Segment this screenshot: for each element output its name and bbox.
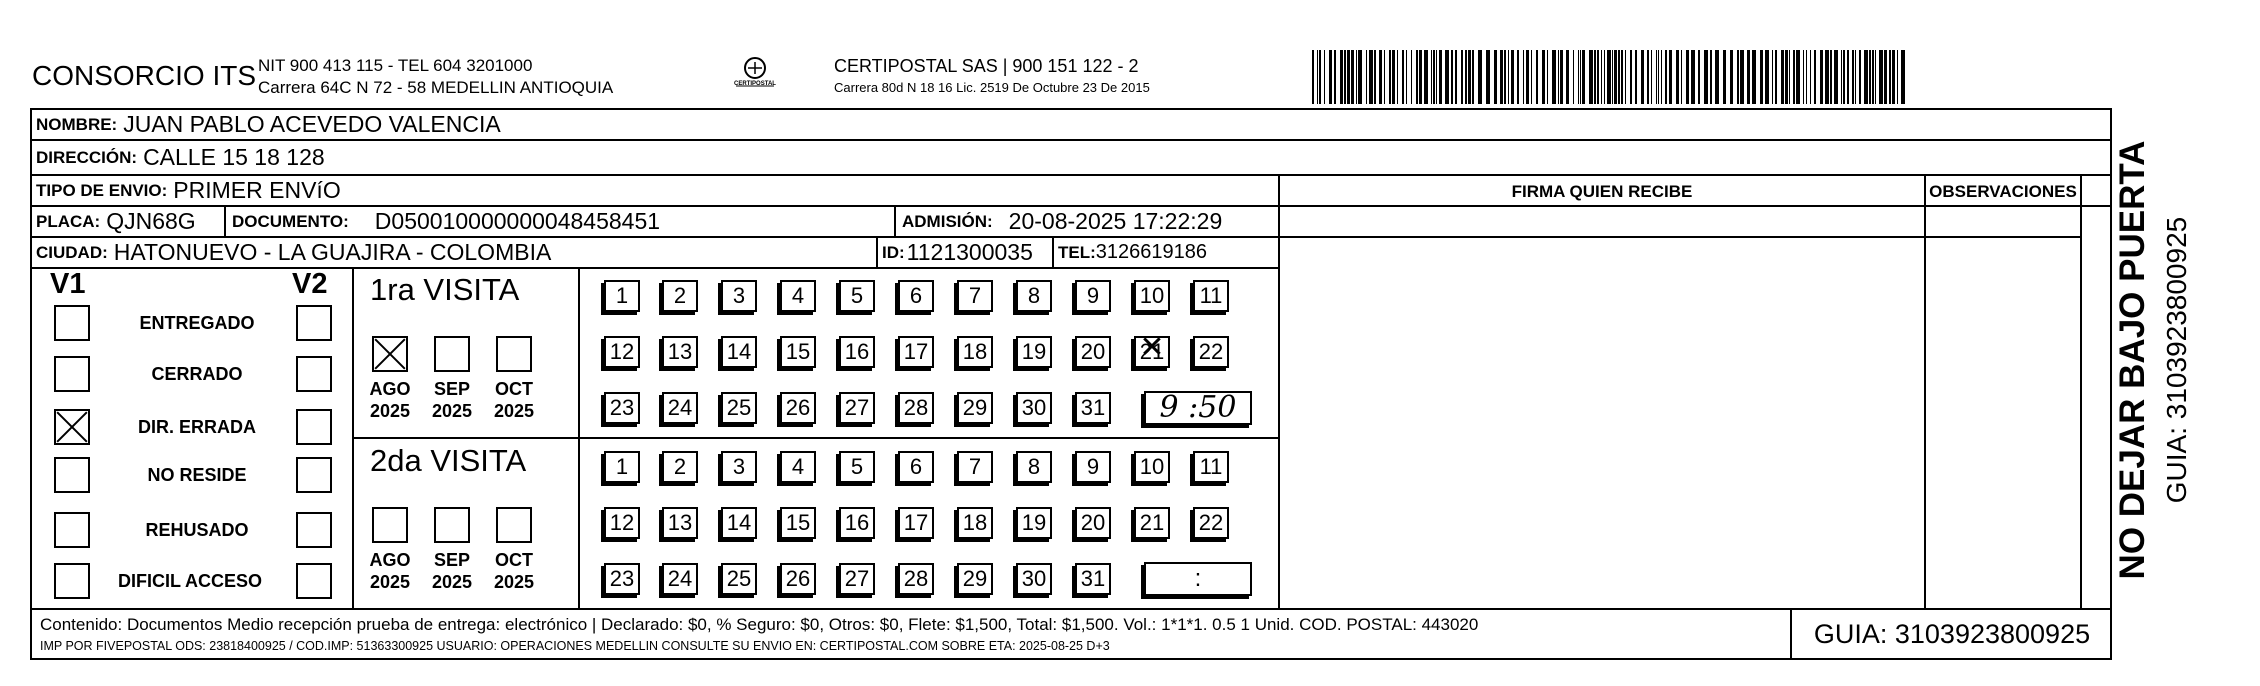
- day-box[interactable]: 6: [898, 280, 934, 312]
- v2-checkbox[interactable]: [296, 457, 332, 493]
- admision-row: [902, 207, 1222, 236]
- day-box[interactable]: 23: [604, 392, 640, 424]
- barcode-bar: [1847, 50, 1849, 104]
- month-label: [365, 549, 415, 593]
- barcode-bar: [1445, 50, 1449, 104]
- status-option-label: ENTREGADO: [139, 313, 255, 333]
- barcode-bar: [1531, 50, 1532, 104]
- barcode-bar: [1397, 50, 1398, 104]
- barcode-bar: [1892, 50, 1895, 104]
- barcode-bar: [1820, 50, 1823, 104]
- month-name: SEP: [433, 379, 471, 399]
- carrier-name: CERTIPOSTAL SAS | 900 151 122 - 2: [834, 56, 1139, 76]
- barcode-bar: [1468, 50, 1471, 104]
- barcode-bar: [1601, 50, 1602, 104]
- barcode-bar: [1879, 50, 1883, 104]
- barcode-bar: [1439, 50, 1442, 104]
- barcode-bar: [1810, 50, 1811, 104]
- day-box[interactable]: 20: [1075, 507, 1111, 539]
- day-box[interactable]: 19: [1016, 336, 1052, 368]
- day-box[interactable]: 7: [957, 280, 993, 312]
- documento-label: DOCUMENTO:: [232, 211, 349, 231]
- day-box[interactable]: 17: [898, 507, 934, 539]
- barcode-bar: [1411, 50, 1412, 104]
- observations-area[interactable]: [1926, 238, 2078, 606]
- barcode-bar: [1504, 50, 1506, 104]
- company-name: CONSORCIO ITS: [32, 60, 257, 91]
- month-name: AGO: [369, 379, 411, 399]
- direccion-row: [36, 141, 325, 174]
- day-box[interactable]: 28: [898, 563, 934, 595]
- barcode-bar: [1431, 50, 1432, 104]
- barcode-bar: [1760, 50, 1763, 104]
- day-box[interactable]: 6: [898, 451, 934, 483]
- status-option-label: DIR. ERRADA: [137, 417, 256, 437]
- footer-imp: IMP POR FIVEPOSTAL ODS: 23818400925 / COD.IMP: 51363300925 USUARIO: OPERACIONES MEDELLIN CONSULTE SU ENVIO EN: CERTIPOSTAL.COM SOBRE ETA: 2025-08-25 D+3: [40, 639, 1110, 653]
- barcode-bar: [1351, 50, 1354, 104]
- day-box[interactable]: 16: [839, 507, 875, 539]
- v2-label: V2: [292, 268, 328, 300]
- nombre-value: JUAN PABLO ACEVEDO VALENCIA: [123, 111, 501, 137]
- day-box[interactable]: 5: [839, 280, 875, 312]
- barcode-bar: [1676, 50, 1679, 104]
- day-box[interactable]: 21: [1134, 507, 1170, 539]
- barcode-bar: [1841, 50, 1842, 104]
- barcode-bar: [1455, 50, 1457, 104]
- barcode-bar: [1358, 50, 1362, 104]
- day-box[interactable]: 16: [839, 336, 875, 368]
- placa-value: QJN68G: [106, 208, 196, 234]
- status-option-label: REHUSADO: [145, 520, 249, 540]
- barcode-bar: [1806, 50, 1807, 104]
- barcode-bar: [1419, 50, 1422, 104]
- visit-title: 1ra VISITA: [370, 272, 520, 307]
- barcode-bar: [1830, 50, 1832, 104]
- barcode-bar: [1825, 50, 1829, 104]
- barcode-bar: [1317, 50, 1318, 104]
- v1-label: V1: [50, 268, 86, 300]
- day-box[interactable]: 13: [662, 507, 698, 539]
- day-box[interactable]: 27: [839, 392, 875, 424]
- day-box[interactable]: 29: [957, 392, 993, 424]
- barcode-bar: [1843, 50, 1845, 104]
- barcode-bar: [1560, 50, 1563, 104]
- barcode-bar: [1793, 50, 1795, 104]
- tel-row: [1058, 238, 1207, 267]
- barcode-bar: [1324, 50, 1325, 104]
- admision-value: 20-08-2025 17:22:29: [1008, 208, 1223, 234]
- barcode-bar: [1379, 50, 1382, 104]
- barcode-bar: [1781, 50, 1784, 104]
- carrier-logo: [730, 54, 780, 94]
- month-name: OCT: [495, 550, 533, 570]
- id-label: ID:: [882, 242, 905, 262]
- barcode-bar: [1465, 50, 1467, 104]
- id-row: [882, 238, 1033, 267]
- day-box[interactable]: 15: [780, 336, 816, 368]
- tipo-envio-value: PRIMER ENVíO: [173, 177, 341, 203]
- nombre-label: NOMBRE:: [36, 114, 118, 134]
- barcode-bar: [1869, 50, 1871, 104]
- barcode-bar: [1612, 50, 1613, 104]
- logo-text: CERTIPOSTAL: [734, 81, 776, 87]
- no-dejar-bajo-puerta-text: NO DEJAR BAJO PUERTA: [2113, 140, 2152, 580]
- day-box[interactable]: 25: [721, 392, 757, 424]
- v2-checkbox[interactable]: [296, 305, 332, 341]
- v2-checkbox[interactable]: [296, 409, 332, 445]
- barcode-bar: [1897, 50, 1898, 104]
- month-name: SEP: [433, 550, 471, 570]
- barcode-bar: [1647, 50, 1649, 104]
- ciudad-row: [36, 238, 551, 267]
- barcode-bar: [1384, 50, 1385, 104]
- day-box[interactable]: 26: [780, 563, 816, 595]
- barcode-bar: [1433, 50, 1435, 104]
- day-box[interactable]: 20: [1075, 336, 1111, 368]
- tel-label: TEL:: [1058, 242, 1096, 262]
- barcode-bar: [1775, 50, 1777, 104]
- barcode-bar: [1630, 50, 1632, 104]
- visit-title: 2da VISITA: [370, 443, 527, 478]
- barcode-bar: [1526, 50, 1529, 104]
- barcode-bar: [1566, 50, 1569, 104]
- barcode-bar: [1536, 50, 1538, 104]
- company-address: Carrera 64C N 72 - 58 MEDELLIN ANTIOQUIA: [258, 78, 614, 97]
- day-box[interactable]: 2: [662, 451, 698, 483]
- barcode-bar: [1319, 50, 1321, 104]
- barcode-bar: [1389, 50, 1391, 104]
- month-year: 2025: [369, 572, 411, 592]
- barcode-bar: [1392, 50, 1395, 104]
- day-box[interactable]: 11: [1193, 280, 1229, 312]
- day-box[interactable]: 19: [1016, 507, 1052, 539]
- barcode-bar: [1889, 50, 1891, 104]
- direccion-value: CALLE 15 18 128: [143, 144, 325, 170]
- tipo-envio-row: [36, 176, 341, 205]
- barcode-bar: [1635, 50, 1637, 104]
- day-box[interactable]: 29: [957, 563, 993, 595]
- day-box[interactable]: 5: [839, 451, 875, 483]
- barcode-bar: [1334, 50, 1336, 104]
- v1-checkbox[interactable]: [54, 563, 90, 599]
- barcode-bar: [1374, 50, 1376, 104]
- barcode-bar: [1681, 50, 1682, 104]
- firma-header: FIRMA QUIEN RECIBE: [1511, 182, 1693, 201]
- placa-label: PLACA:: [36, 211, 101, 231]
- tipo-envio-label: TIPO DE ENVIO:: [36, 180, 168, 200]
- barcode-bar: [1523, 50, 1524, 104]
- month-name: AGO: [369, 550, 411, 570]
- barcode-bar: [1356, 50, 1357, 104]
- placa-row: [36, 207, 196, 236]
- barcode-bar: [1604, 50, 1605, 104]
- day-box[interactable]: 4: [780, 280, 816, 312]
- day-box[interactable]: 4: [780, 451, 816, 483]
- barcode-bar: [1347, 50, 1350, 104]
- barcode-bar: [1651, 50, 1652, 104]
- month-year: 2025: [493, 401, 535, 421]
- month-name: OCT: [495, 379, 533, 399]
- barcode-bar: [1494, 50, 1497, 104]
- barcode-bar: [1500, 50, 1503, 104]
- barcode-bar: [1855, 50, 1856, 104]
- documento-value: D050010000000048458451: [374, 208, 661, 234]
- day-box[interactable]: 11: [1193, 451, 1229, 483]
- barcode-bar: [1658, 50, 1659, 104]
- day-box[interactable]: 17: [898, 336, 934, 368]
- status-option-label: NO RESIDE: [147, 465, 247, 485]
- month-checkbox[interactable]: [434, 336, 470, 372]
- barcode-bar: [1578, 50, 1579, 104]
- day-box[interactable]: 21 ✕: [1134, 336, 1170, 368]
- day-box[interactable]: 12: [604, 507, 640, 539]
- day-box[interactable]: 25: [721, 563, 757, 595]
- barcode-bar: [1573, 50, 1574, 104]
- barcode-bar: [1558, 50, 1559, 104]
- v1-checkbox[interactable]: [54, 356, 90, 392]
- day-box[interactable]: 14: [721, 336, 757, 368]
- barcode-bar: [1669, 50, 1672, 104]
- barcode-bar: [1552, 50, 1556, 104]
- barcode-bar: [1461, 50, 1463, 104]
- barcode-bar: [1803, 50, 1804, 104]
- barcode-bar: [1723, 50, 1726, 104]
- barcode-bar: [1625, 50, 1626, 104]
- barcode-bar: [1789, 50, 1790, 104]
- barcode-bar: [1814, 50, 1816, 104]
- day-box[interactable]: 22: [1193, 336, 1229, 368]
- barcode-bar: [1772, 50, 1773, 104]
- day-box[interactable]: 9: [1075, 280, 1111, 312]
- day-box[interactable]: 15: [780, 507, 816, 539]
- barcode-bar: [1656, 50, 1657, 104]
- day-box[interactable]: 10: [1134, 280, 1170, 312]
- id-value: 1121300035: [906, 239, 1033, 265]
- day-box[interactable]: 22: [1193, 507, 1229, 539]
- barcode-bar: [1436, 50, 1437, 104]
- month-checkbox[interactable]: [434, 507, 470, 543]
- carrier-license: Carrera 80d N 18 16 Lic. 2519 De Octubre 23 De 2015: [834, 80, 1150, 95]
- barcode-bar: [1765, 50, 1769, 104]
- month-label: [489, 378, 539, 422]
- barcode-bar: [1369, 50, 1373, 104]
- barcode-bar: [1730, 50, 1733, 104]
- side-warning: [2113, 90, 2153, 630]
- day-box[interactable]: 31: [1075, 563, 1111, 595]
- day-box[interactable]: 3: [721, 280, 757, 312]
- day-box[interactable]: 7: [957, 451, 993, 483]
- ciudad-value: HATONUEVO - LA GUAJIRA - COLOMBIA: [113, 239, 552, 265]
- barcode-bar: [1872, 50, 1874, 104]
- month-checkbox[interactable]: [372, 336, 408, 372]
- nombre-row: [36, 110, 501, 139]
- day-box[interactable]: 1: [604, 280, 640, 312]
- status-option-label: DIFICIL ACCESO: [117, 571, 262, 591]
- barcode-bar: [1517, 50, 1519, 104]
- month-year: 2025: [431, 401, 473, 421]
- month-checkbox[interactable]: [496, 507, 532, 543]
- day-box[interactable]: 28: [898, 392, 934, 424]
- month-label: [489, 549, 539, 593]
- barcode-bar: [1661, 50, 1662, 104]
- signature-area[interactable]: [1282, 238, 1922, 606]
- barcode-bar: [1511, 50, 1514, 104]
- barcode-bar: [1340, 50, 1343, 104]
- day-box[interactable]: 18: [957, 507, 993, 539]
- barcode-bar: [1752, 50, 1756, 104]
- month-year: 2025: [369, 401, 411, 421]
- day-box[interactable]: 30: [1016, 563, 1052, 595]
- v1-checkbox[interactable]: [54, 512, 90, 548]
- barcode-bar: [1884, 50, 1887, 104]
- v2-checkbox[interactable]: [296, 512, 332, 548]
- barcode-bar: [1834, 50, 1838, 104]
- day-box[interactable]: 3: [721, 451, 757, 483]
- v1-checkbox[interactable]: [54, 457, 90, 493]
- barcode-bar: [1329, 50, 1332, 104]
- barcode-bar: [1796, 50, 1800, 104]
- barcode-bar: [1621, 50, 1623, 104]
- barcode-bar: [1747, 50, 1750, 104]
- month-label: [427, 378, 477, 422]
- v1-checkbox[interactable]: [54, 305, 90, 341]
- tel-value: 3126619186: [1095, 241, 1208, 263]
- month-label: [427, 549, 477, 593]
- day-box[interactable]: 18: [957, 336, 993, 368]
- barcode-bar: [1710, 50, 1712, 104]
- barcode-bar: [1691, 50, 1695, 104]
- day-box[interactable]: 24: [662, 392, 698, 424]
- barcode-bar: [1424, 50, 1428, 104]
- barcode-bar: [1542, 50, 1545, 104]
- barcode-bar: [1875, 50, 1876, 104]
- direccion-label: DIRECCIÓN:: [36, 147, 138, 167]
- barcode-bar: [1607, 50, 1611, 104]
- barcode-bar: [1580, 50, 1581, 104]
- day-box[interactable]: 27: [839, 563, 875, 595]
- admision-label: ADMISIÓN:: [902, 211, 993, 231]
- visit-time-box[interactable]: 9 :50: [1144, 391, 1252, 425]
- barcode-bar: [1618, 50, 1620, 104]
- month-checkbox[interactable]: [372, 507, 408, 543]
- month-year: 2025: [431, 572, 473, 592]
- day-box[interactable]: 13: [662, 336, 698, 368]
- barcode-bar: [1366, 50, 1367, 104]
- barcode-bar: [1597, 50, 1599, 104]
- barcode-bar: [1594, 50, 1596, 104]
- v1-checkbox[interactable]: [54, 409, 90, 445]
- month-year: 2025: [493, 572, 535, 592]
- day-box[interactable]: 9: [1075, 451, 1111, 483]
- day-box[interactable]: 14: [721, 507, 757, 539]
- side-guia-text: GUIA: 3103923800925: [2161, 216, 2192, 504]
- barcode-bar: [1451, 50, 1453, 104]
- company-nit: NIT 900 413 115 - TEL 604 3201000: [258, 56, 533, 75]
- barcode-bar: [1478, 50, 1482, 104]
- barcode-bar: [1416, 50, 1418, 104]
- barcode-bar: [1698, 50, 1700, 104]
- certipostal-logo-icon: [730, 54, 780, 94]
- day-box[interactable]: 12: [604, 336, 640, 368]
- barcode-bar: [1402, 50, 1404, 104]
- barcode-bar: [1582, 50, 1585, 104]
- barcode-bar: [1737, 50, 1739, 104]
- barcode-bar: [1864, 50, 1868, 104]
- day-box[interactable]: 10: [1134, 451, 1170, 483]
- day-box[interactable]: 8: [1016, 451, 1052, 483]
- side-guia: [2161, 90, 2193, 630]
- observaciones-header: OBSERVACIONES: [1929, 182, 2077, 201]
- barcode-bar: [1665, 50, 1667, 104]
- barcode-bar: [1852, 50, 1854, 104]
- barcode-bar: [1715, 50, 1719, 104]
- day-box[interactable]: 8: [1016, 280, 1052, 312]
- barcode-bar: [1312, 50, 1314, 104]
- barcode-bar: [1486, 50, 1490, 104]
- day-box[interactable]: 23: [604, 563, 640, 595]
- barcode-bar: [1547, 50, 1548, 104]
- v2-checkbox[interactable]: [296, 563, 332, 599]
- barcode-bar: [1704, 50, 1708, 104]
- footer-contenido: Contenido: Documentos Medio recepción prueba de entrega: electrónico | Declarado: $0, % Seguro: $0, Otros: $0, Flete: $1,500, Total: $1,500. Vol.: 1*1*1. 0.5 1 Unid. COD. POSTAL: 443020: [40, 615, 1479, 634]
- month-label: [365, 378, 415, 422]
- barcode-bar: [1508, 50, 1509, 104]
- ciudad-label: CIUDAD:: [36, 242, 108, 262]
- month-checkbox[interactable]: [496, 336, 532, 372]
- documento-row: [232, 207, 660, 236]
- barcode-bar: [1406, 50, 1407, 104]
- barcode-bar: [1641, 50, 1644, 104]
- v2-checkbox[interactable]: [296, 356, 332, 392]
- barcode: [1312, 50, 1912, 104]
- day-box[interactable]: 26: [780, 392, 816, 424]
- status-option-label: CERRADO: [151, 364, 243, 384]
- barcode-bar: [1740, 50, 1744, 104]
- barcode-bar: [1785, 50, 1788, 104]
- day-box[interactable]: 31: [1075, 392, 1111, 424]
- barcode-bar: [1686, 50, 1689, 104]
- day-box[interactable]: 30: [1016, 392, 1052, 424]
- day-box[interactable]: 1: [604, 451, 640, 483]
- day-box[interactable]: 2: [662, 280, 698, 312]
- barcode-bar: [1472, 50, 1474, 104]
- barcode-bar: [1614, 50, 1617, 104]
- barcode-bar: [1901, 50, 1905, 104]
- footer-guia: GUIA: 3103923800925: [1813, 619, 2091, 649]
- barcode-bar: [1344, 50, 1346, 104]
- visit-time-box[interactable]: :: [1144, 562, 1252, 596]
- barcode-bar: [1859, 50, 1861, 104]
- day-box[interactable]: 24: [662, 563, 698, 595]
- barcode-bar: [1589, 50, 1593, 104]
